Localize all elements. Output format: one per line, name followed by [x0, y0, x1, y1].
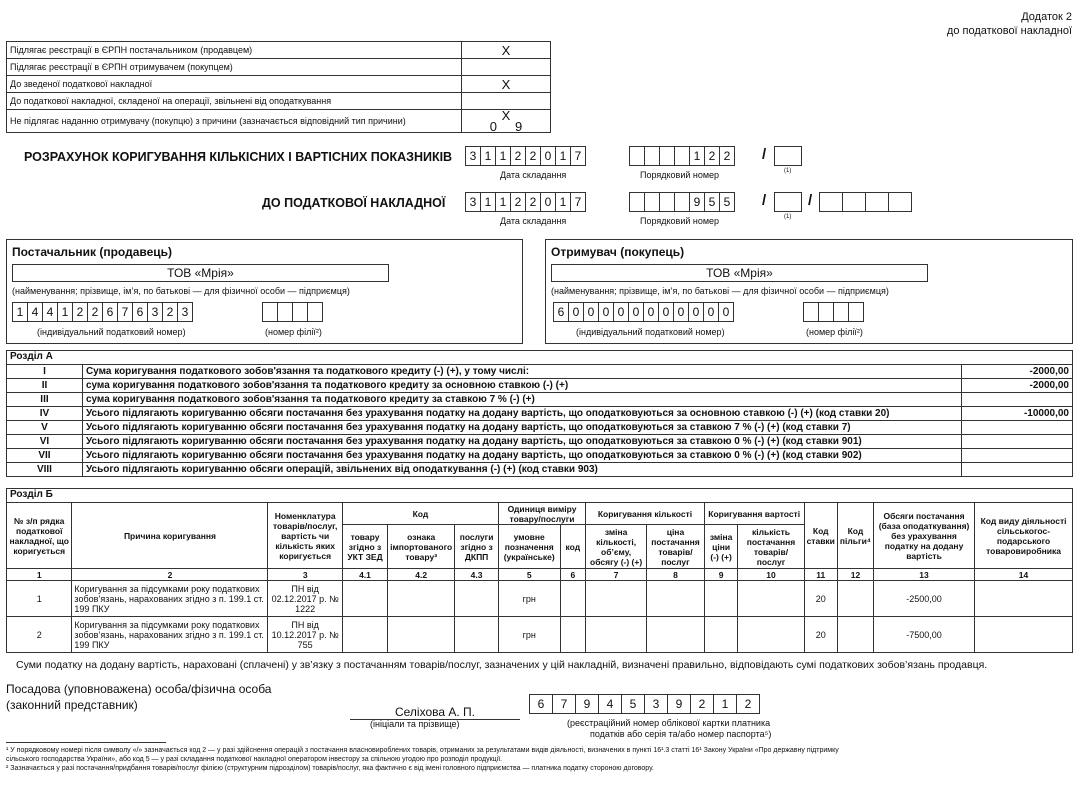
digit-box: [674, 192, 690, 212]
seller-name-hint: (найменування; прізвище, ім’я, по батькові — для фізичної особи — підприємця): [12, 286, 350, 296]
section-a-row-value[interactable]: [962, 435, 1073, 449]
col-number: 3: [268, 569, 342, 581]
section-a-row-num: III: [7, 393, 83, 407]
calc-title: РОЗРАХУНОК КОРИГУВАННЯ КІЛЬКІСНИХ І ВАРТІСНИХ ПОКАЗНИКІВ: [24, 150, 453, 164]
col-header-item: Номенклатура товарів/послуг, вартість чи кількість яких коригується: [268, 503, 342, 569]
digit-box: [848, 302, 864, 322]
flag-label: Не підлягає наданню отримувачу (покупцю) з причини (зазначається відповідний тип причини): [7, 110, 462, 133]
cell-unit-code[interactable]: [560, 617, 586, 653]
calc-date-boxes[interactable]: [466, 146, 586, 166]
col-header-qty-change: зміна кількості, об’єму, обсягу (-) (+): [586, 525, 647, 569]
col-header-qty: Коригування кількості: [586, 503, 705, 525]
digit-box: 0: [658, 302, 674, 322]
invoice-suffix-box[interactable]: [775, 192, 802, 212]
digit-box: 2: [736, 694, 760, 714]
col-header-price: ціна постачання товарів/ послуг: [647, 525, 705, 569]
invoice-number-label: Порядковий номер: [640, 216, 720, 226]
section-a-row-num: V: [7, 421, 83, 435]
cell-uktzed[interactable]: [342, 581, 387, 617]
digit-box: 2: [510, 192, 526, 212]
digit-box: 5: [621, 694, 645, 714]
digit-box: 0: [583, 302, 599, 322]
annex-line2: до податкової накладної: [946, 25, 1072, 37]
digit-box: [629, 146, 645, 166]
cell-qty-supply[interactable]: [738, 581, 804, 617]
section-a-row-num: IV: [7, 407, 83, 421]
col-header-code: Код: [342, 503, 498, 525]
section-a-row: [7, 393, 1073, 407]
col-header-import: ознака імпортованого товару³: [388, 525, 455, 569]
signer-card-hint-1: (реєстраційний номер облікової картки платника: [567, 718, 771, 728]
section-a-row-value[interactable]: -2000,00: [962, 365, 1073, 379]
col-number: 10: [738, 569, 804, 581]
flag-mark[interactable]: [462, 59, 551, 76]
digit-box: [629, 192, 645, 212]
digit-box: 0: [540, 192, 556, 212]
digit-box: 0: [703, 302, 719, 322]
cell-activity[interactable]: [975, 581, 1073, 617]
col-number: 9: [704, 569, 738, 581]
col-header-benefit: Код пільги⁴: [837, 503, 873, 569]
digit-box: 6: [102, 302, 118, 322]
digit-box: [277, 302, 293, 322]
digit-box: [818, 302, 834, 322]
cell-qty-supply[interactable]: [738, 617, 804, 653]
seller-ipn-label: (індивідуальний податковий номер): [37, 327, 186, 337]
cell-price-change[interactable]: [704, 581, 738, 617]
cell-row-no: 1: [7, 581, 72, 617]
section-a-row-text: Усього підлягають коригуванню обсяги постачання без урахування податку на додану вартість, що оподатковуються за ставкою 0 % (-) (+) (код ставки 902): [82, 449, 961, 463]
col-number: 11: [804, 569, 837, 581]
section-a-row-text: сума коригування податкового зобов'язання та податкового кредиту за ставкою 7 % (-) (+): [82, 393, 961, 407]
cell-benefit[interactable]: [837, 617, 873, 653]
section-a-row-num: II: [7, 379, 83, 393]
col-number: 4.2: [388, 569, 455, 581]
cell-qty-change[interactable]: [586, 617, 647, 653]
digit-box: 1: [480, 192, 496, 212]
digit-box: 3: [465, 192, 481, 212]
digit-box: 2: [87, 302, 103, 322]
col-number: 4.1: [342, 569, 387, 581]
digit-box: [842, 192, 866, 212]
footnote-1b: сільського господарства України», або код 5 — у разі складання податкової накладної оператором інвестору за спільною угодою про розподіл продукції.: [6, 756, 503, 763]
flag-mark[interactable]: [462, 93, 551, 110]
digit-box: 7: [570, 146, 586, 166]
buyer-name-field[interactable]: ТОВ «Мрія»: [551, 264, 928, 282]
digit-box: 6: [132, 302, 148, 322]
col-number: 2: [72, 569, 268, 581]
digit-box: [292, 302, 308, 322]
cell-price-change[interactable]: [704, 617, 738, 653]
section-a-row: [7, 435, 1073, 449]
digit-box: 0: [568, 302, 584, 322]
calc-date-label: Дата складання: [500, 170, 567, 180]
digit-box: [659, 146, 675, 166]
col-number: 14: [975, 569, 1073, 581]
cell-base[interactable]: -2500,00: [874, 581, 975, 617]
section-a-row-num: VI: [7, 435, 83, 449]
col-number: 13: [874, 569, 975, 581]
col-number: 4.3: [455, 569, 499, 581]
digit-box: 5: [704, 192, 720, 212]
col-number: 1: [7, 569, 72, 581]
digit-box: 7: [570, 192, 586, 212]
col-header-uktzed: товару згідно з УКТ ЗЕД: [342, 525, 387, 569]
digit-box: 3: [147, 302, 163, 322]
digit-box: [774, 192, 802, 212]
invoice-branch-boxes[interactable]: [820, 192, 912, 212]
flag-label: Підлягає реєстрації в ЄРПН постачальником (продавцем): [7, 42, 462, 59]
signer-card-boxes[interactable]: [530, 694, 760, 714]
digit-box: 1: [57, 302, 73, 322]
flags-table: [6, 41, 551, 133]
digit-box: 2: [690, 694, 714, 714]
statement-text: Суми податку на додану вартість, нараховані (сплачені) у зв’язку з постачанням товарів/послуг, зазначених у цій накладній, визначені правильно, відповідають сумі податкових зобов’язань продавця.: [16, 659, 988, 671]
footnote-2: ² Зазначається у разі постачання/придбання товарів/послуг філією (структурним підрозділом) товарів/послуг, яка фактично є від імені головного підприємства — платника податку стороною договору.: [6, 765, 654, 772]
digit-box: 6: [553, 302, 569, 322]
digit-box: [833, 302, 849, 322]
digit-box: [659, 192, 675, 212]
calc-number-boxes[interactable]: [630, 146, 735, 166]
digit-box: 3: [465, 146, 481, 166]
digit-box: [888, 192, 912, 212]
section-a-row: [7, 407, 1073, 421]
section-b-title: Розділ Б: [6, 488, 1073, 502]
invoice-slash: /: [762, 192, 767, 209]
digit-box: 1: [689, 146, 705, 166]
digit-box: 4: [598, 694, 622, 714]
table-row: [7, 617, 1073, 653]
digit-box: 2: [510, 146, 526, 166]
col-header-cost: Коригування вартості: [704, 503, 804, 525]
buyer-branch-boxes[interactable]: [804, 302, 864, 322]
cell-qty-change[interactable]: [586, 581, 647, 617]
digit-box: 9: [667, 694, 691, 714]
seller-name-field[interactable]: ТОВ «Мрія»: [12, 264, 389, 282]
invoice-date-boxes[interactable]: [466, 192, 586, 212]
section-b-table: [6, 502, 1073, 653]
section-a-row-value[interactable]: [962, 463, 1073, 477]
flag-mark[interactable]: X: [462, 42, 551, 59]
seller-ipn-boxes[interactable]: [13, 302, 193, 322]
cell-item[interactable]: ПН від 10.12.2017 р. № 755: [268, 617, 342, 653]
section-a-row-value[interactable]: [962, 449, 1073, 463]
digit-box: 2: [719, 146, 735, 166]
digit-box: 4: [42, 302, 58, 322]
col-header-price-change: зміна ціни (-) (+): [704, 525, 738, 569]
digit-box: 7: [552, 694, 576, 714]
digit-box: [644, 192, 660, 212]
col-header-dkpp: послуги згідно з ДКПП: [455, 525, 499, 569]
section-a-row-text: Усього підлягають коригуванню обсяги постачання без урахування податку на додану вартість, що оподатковуються за основною ставкою (-) (+) (код ставки 20): [82, 407, 961, 421]
flag-mark[interactable]: X: [462, 76, 551, 93]
signer-name-hint: (ініціали та прізвище): [370, 719, 460, 729]
signer-label-1: Посадова (уповноважена) особа/фізична особа: [6, 682, 272, 696]
col-number: 5: [498, 569, 560, 581]
cell-unit[interactable]: грн: [498, 581, 560, 617]
seller-branch-label: (номер філії²): [265, 327, 322, 337]
digit-box: 1: [555, 146, 571, 166]
digit-box: 1: [713, 694, 737, 714]
cell-import[interactable]: [388, 617, 455, 653]
cell-dkpp[interactable]: [455, 581, 499, 617]
cell-unit-code[interactable]: [560, 581, 586, 617]
section-a-row-text: Усього підлягають коригуванню обсяги постачання без урахування податку на додану вартість, що оподатковуються за ставкою 7 % (-) (+) (код ставки 7): [82, 421, 961, 435]
section-a-title: Розділ А: [6, 350, 1073, 364]
signer-card-hint-2: податків або серія та/або номер паспорта⁵): [590, 729, 772, 739]
buyer-panel: [545, 239, 1073, 344]
section-a-row-num: I: [7, 365, 83, 379]
digit-box: [819, 192, 843, 212]
flag-label: До зведеної податкової накладної: [7, 76, 462, 93]
section-a-row-text: Усього підлягають коригуванню обсяги постачання без урахування податку на додану вартість, що оподатковуються за ставкою 0 % (-) (+) (код ставки 901): [82, 435, 961, 449]
digit-box: 1: [495, 146, 511, 166]
invoice-title: ДО ПОДАТКОВОЇ НАКЛАДНОЇ: [262, 196, 446, 210]
cell-item[interactable]: ПН від 02.12.2017 р. № 1222: [268, 581, 342, 617]
table-row: [7, 581, 1073, 617]
section-a-row-text: Усього підлягають коригуванню обсяги операцій, звільнених від оподаткування (-) (+) (код ставки 903): [82, 463, 961, 477]
section-a-row: [7, 421, 1073, 435]
digit-box: 3: [644, 694, 668, 714]
digit-box: 7: [117, 302, 133, 322]
reason-code-2: 9: [515, 119, 523, 134]
section-a-row-value[interactable]: [962, 421, 1073, 435]
col-header-base: Обсяги постачання (база оподаткування) без урахування податку на додану вартість: [874, 503, 975, 569]
cell-row-no: 2: [7, 617, 72, 653]
section-a-row-num: VIII: [7, 463, 83, 477]
digit-box: 9: [575, 694, 599, 714]
digit-box: 0: [540, 146, 556, 166]
cell-price[interactable]: [647, 581, 705, 617]
col-header-reason: Причина коригування: [72, 503, 268, 569]
digit-box: 2: [72, 302, 88, 322]
footnote-divider: [6, 742, 166, 743]
cell-uktzed[interactable]: [342, 617, 387, 653]
digit-box: 3: [177, 302, 193, 322]
digit-box: [262, 302, 278, 322]
digit-box: 2: [525, 146, 541, 166]
annex-note: [947, 10, 1072, 38]
col-number: 6: [560, 569, 586, 581]
cell-base[interactable]: -7500,00: [874, 617, 975, 653]
col-header-row-no: № з/п рядка податкової накладної, що коригується: [7, 503, 72, 569]
cell-rate[interactable]: 20: [804, 581, 837, 617]
signer-label-2: (законний представник): [6, 698, 138, 712]
digit-box: [644, 146, 660, 166]
section-a-table: [6, 364, 1073, 477]
section-a-row: [7, 463, 1073, 477]
digit-box: 4: [27, 302, 43, 322]
col-header-activity: Код виду діяльності сільськогос-подарського товаровиробника: [975, 503, 1073, 569]
col-header-rate: Код ставки: [804, 503, 837, 569]
cell-import[interactable]: [388, 581, 455, 617]
seller-heading: Постачальник (продавець): [12, 245, 173, 259]
digit-box: 0: [598, 302, 614, 322]
buyer-ipn-boxes[interactable]: [554, 302, 734, 322]
col-header-unit-name: умовне позначення (українське): [498, 525, 560, 569]
section-a-row-num: VII: [7, 449, 83, 463]
col-number: 12: [837, 569, 873, 581]
section-a-row-value[interactable]: [962, 393, 1073, 407]
footnote-1a: ¹ У порядковому номері після символу «/» зазначається код 2 — у разі здійснення операцій з постачання власновироблених товарів, отриманих за результатами видів діяльності, визначених в пункті 16¹.3 статті 16¹ Закону України «Про державну підтримку: [6, 747, 839, 754]
digit-box: [803, 302, 819, 322]
col-number: 7: [586, 569, 647, 581]
digit-box: 2: [525, 192, 541, 212]
cell-benefit[interactable]: [837, 581, 873, 617]
section-a-row: [7, 379, 1073, 393]
digit-box: 1: [495, 192, 511, 212]
col-header-unit: Одиниця виміру товару/послуги: [498, 503, 585, 525]
invoice-footnote-ref: (1): [784, 214, 792, 220]
invoice-number-boxes[interactable]: [630, 192, 735, 212]
calc-number-label: Порядковий номер: [640, 170, 720, 180]
digit-box: [774, 146, 802, 166]
cell-reason[interactable]: Коригування за підсумками року податкових зобов’язань, нарахованих згідно з п. 199.1 ст. 199 ПКУ: [72, 581, 268, 617]
footnotes: [6, 746, 1076, 773]
cell-rate[interactable]: 20: [804, 617, 837, 653]
cell-dkpp[interactable]: [455, 617, 499, 653]
buyer-heading: Отримувач (покупець): [551, 245, 685, 259]
cell-unit[interactable]: грн: [498, 617, 560, 653]
flag-mark-reason[interactable]: [462, 110, 551, 133]
digit-box: [307, 302, 323, 322]
buyer-ipn-label: (індивідуальний податковий номер): [576, 327, 725, 337]
digit-box: [865, 192, 889, 212]
section-a-row-text: Сума коригування податкового зобов'язання та податкового кредиту (-) (+), у тому числі:: [82, 365, 961, 379]
digit-box: 0: [613, 302, 629, 322]
col-header-unit-code: код: [560, 525, 586, 569]
cell-price[interactable]: [647, 617, 705, 653]
calc-slash: /: [762, 146, 767, 163]
digit-box: 0: [643, 302, 659, 322]
cell-reason[interactable]: Коригування за підсумками року податкових зобов’язань, нарахованих згідно з п. 199.1 ст. 199 ПКУ: [72, 617, 268, 653]
digit-box: 1: [480, 146, 496, 166]
buyer-name-hint: (найменування; прізвище, ім’я, по батькові — для фізичної особи — підприємця): [551, 286, 889, 296]
signer-name[interactable]: Селіхова А. П.: [350, 705, 520, 720]
calc-suffix-box[interactable]: [775, 146, 802, 166]
col-number: 8: [647, 569, 705, 581]
section-a-row-value[interactable]: -2000,00: [962, 379, 1073, 393]
flag-label: До податкової накладної, складеної на операції, звільнені від оподаткування: [7, 93, 462, 110]
digit-box: 0: [673, 302, 689, 322]
flag-mark: X: [501, 108, 511, 123]
digit-box: 1: [555, 192, 571, 212]
digit-box: 5: [719, 192, 735, 212]
invoice-slash-2: /: [808, 192, 813, 209]
digit-box: 9: [689, 192, 705, 212]
section-a-row: [7, 449, 1073, 463]
flag-label: Підлягає реєстрації в ЄРПН отримувачем (покупцем): [7, 59, 462, 76]
digit-box: 2: [704, 146, 720, 166]
digit-box: 0: [688, 302, 704, 322]
cell-activity[interactable]: [975, 617, 1073, 653]
digit-box: 1: [12, 302, 28, 322]
digit-box: 0: [718, 302, 734, 322]
section-a-row: [7, 365, 1073, 379]
seller-panel: [6, 239, 523, 344]
invoice-date-label: Дата складання: [500, 216, 567, 226]
digit-box: 6: [529, 694, 553, 714]
reason-code-1: 0: [489, 119, 497, 134]
col-header-qty-supply: кількість постачання товарів/ послуг: [738, 525, 804, 569]
annex-line1: Додаток 2: [1021, 11, 1072, 23]
digit-box: 2: [162, 302, 178, 322]
section-a-row-text: сума коригування податкового зобов'язання та податкового кредиту за основною ставкою (-) (+): [82, 379, 961, 393]
buyer-branch-label: (номер філії²): [806, 327, 863, 337]
section-a-row-value[interactable]: -10000,00: [962, 407, 1073, 421]
digit-box: [674, 146, 690, 166]
calc-footnote-ref: (1): [784, 168, 792, 174]
seller-branch-boxes[interactable]: [263, 302, 323, 322]
digit-box: 0: [628, 302, 644, 322]
